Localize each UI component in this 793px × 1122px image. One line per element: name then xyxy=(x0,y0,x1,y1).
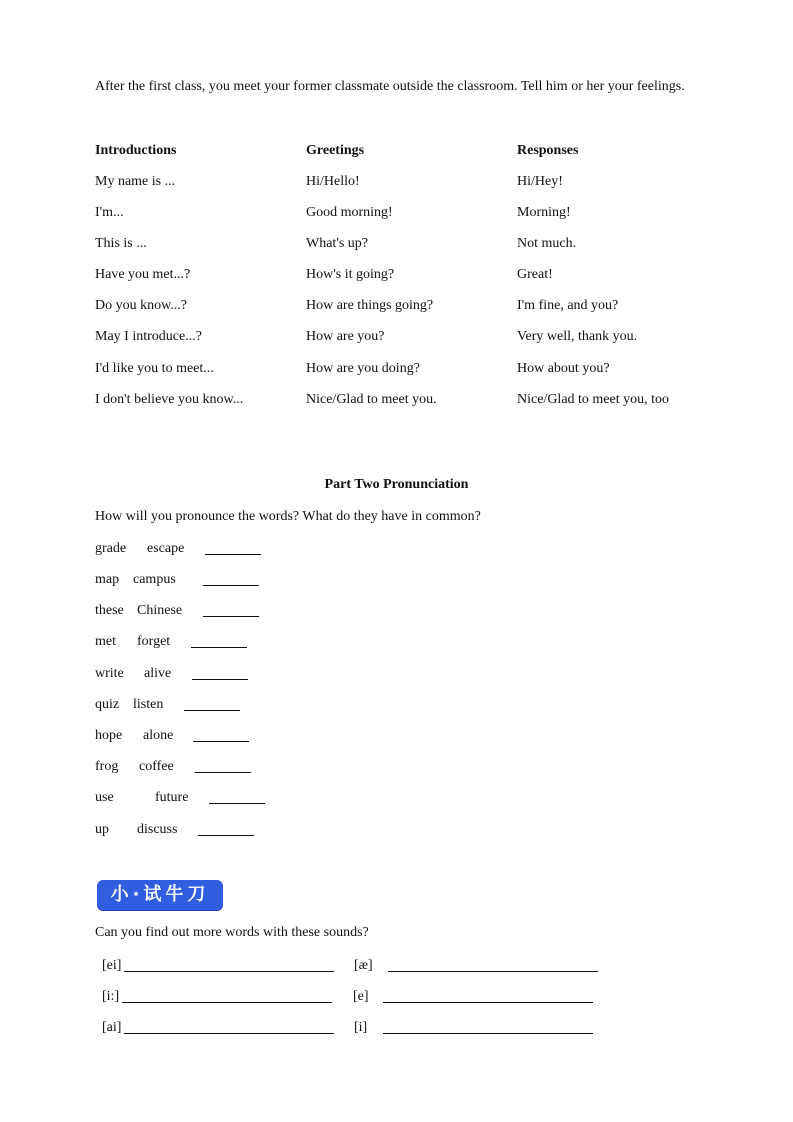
column-introductions xyxy=(95,142,300,422)
word: hope xyxy=(95,728,123,743)
answer-line[interactable] xyxy=(124,971,334,972)
word: up xyxy=(95,822,109,837)
sound-label: [e] xyxy=(353,989,369,1004)
column-greetings xyxy=(306,142,511,422)
word: frog xyxy=(95,759,119,774)
word: discuss xyxy=(137,822,178,837)
word: use xyxy=(95,790,114,805)
sound-label: [i:] xyxy=(102,989,120,1004)
word: quiz xyxy=(95,697,120,712)
pronunciation-question: How will you pronounce the words? What do they have in common? xyxy=(95,509,481,524)
answer-line[interactable] xyxy=(383,1033,593,1034)
word: these xyxy=(95,603,124,618)
sound-answer-row xyxy=(354,1019,604,1039)
word: escape xyxy=(147,541,185,556)
phrase-item: I don't believe you know... xyxy=(95,391,244,407)
phrase-item: Nice/Glad to meet you. xyxy=(306,391,437,407)
phrase-item: Hi/Hey! xyxy=(517,174,563,189)
column-header: Greetings xyxy=(306,143,365,158)
sound-answer-row xyxy=(102,1019,342,1039)
phrase-item: How's it going? xyxy=(306,267,395,283)
sound-answer-row xyxy=(102,988,342,1008)
phrase-item: Hi/Hello! xyxy=(306,174,360,189)
phrase-item: Morning! xyxy=(517,205,571,221)
answer-blank[interactable] xyxy=(205,540,261,555)
answer-blank[interactable] xyxy=(192,665,248,680)
column-header: Responses xyxy=(517,143,579,158)
answer-blank[interactable] xyxy=(191,633,247,648)
answer-blank[interactable] xyxy=(203,571,259,586)
answer-blank[interactable] xyxy=(195,758,251,773)
column-header: Introductions xyxy=(95,143,177,158)
phrase-item: This is ... xyxy=(95,236,147,252)
sound-answer-row xyxy=(354,957,604,977)
sound-answer-row xyxy=(102,957,342,977)
practice-badge: 小·试牛刀 xyxy=(97,880,223,910)
phrase-item: Not much. xyxy=(517,236,577,252)
word: write xyxy=(95,666,124,681)
phrase-item: Do you know...? xyxy=(95,298,188,314)
word: future xyxy=(155,790,189,805)
word: listen xyxy=(133,697,164,712)
phrase-item: What's up? xyxy=(306,236,369,252)
phrase-item: May I introduce...? xyxy=(95,329,202,345)
phrase-item: Good morning! xyxy=(306,205,393,221)
word: alone xyxy=(143,728,174,743)
phrase-item: I'm... xyxy=(95,205,124,221)
sound-label: [ai] xyxy=(102,1020,122,1035)
phrase-item: Great! xyxy=(517,267,553,283)
word: map xyxy=(95,572,120,587)
sound-label: [ei] xyxy=(102,958,122,973)
phrase-item: How are you? xyxy=(306,329,385,345)
answer-line[interactable] xyxy=(124,1033,334,1034)
answer-line[interactable] xyxy=(122,1002,332,1003)
answer-line[interactable] xyxy=(383,1002,593,1003)
phrase-item: I'm fine, and you? xyxy=(517,298,619,314)
word: coffee xyxy=(139,759,174,774)
answer-blank[interactable] xyxy=(184,696,240,711)
column-responses xyxy=(517,142,722,422)
sound-label: [æ] xyxy=(354,958,373,973)
word: grade xyxy=(95,541,127,556)
phrase-item: I'd like you to meet... xyxy=(95,360,214,376)
answer-blank[interactable] xyxy=(198,821,254,836)
phrase-item: Nice/Glad to meet you, too xyxy=(517,391,670,407)
word: forget xyxy=(137,634,171,649)
phrase-item: Very well, thank you. xyxy=(517,329,638,345)
phrase-item: How are things going? xyxy=(306,298,434,314)
phrase-item: My name is ... xyxy=(95,174,176,189)
instruction-text: After the first class, you meet your former classmate outside the classroom. Tell him or her your feelings. xyxy=(95,79,685,94)
practice-question: Can you find out more words with these sounds? xyxy=(95,925,369,940)
word: campus xyxy=(133,572,176,587)
answer-blank[interactable] xyxy=(209,789,265,804)
sound-label: [i] xyxy=(354,1020,368,1035)
phrase-item: How are you doing? xyxy=(306,360,420,376)
answer-blank[interactable] xyxy=(193,727,249,742)
word: met xyxy=(95,634,116,649)
answer-line[interactable] xyxy=(388,971,598,972)
section-title: Part Two Pronunciation xyxy=(324,477,469,492)
answer-blank[interactable] xyxy=(203,602,259,617)
sound-answer-row xyxy=(353,988,603,1008)
word: alive xyxy=(144,666,172,681)
phrase-item: Have you met...? xyxy=(95,267,191,283)
phrase-item: How about you? xyxy=(517,360,610,376)
word: Chinese xyxy=(137,603,183,618)
